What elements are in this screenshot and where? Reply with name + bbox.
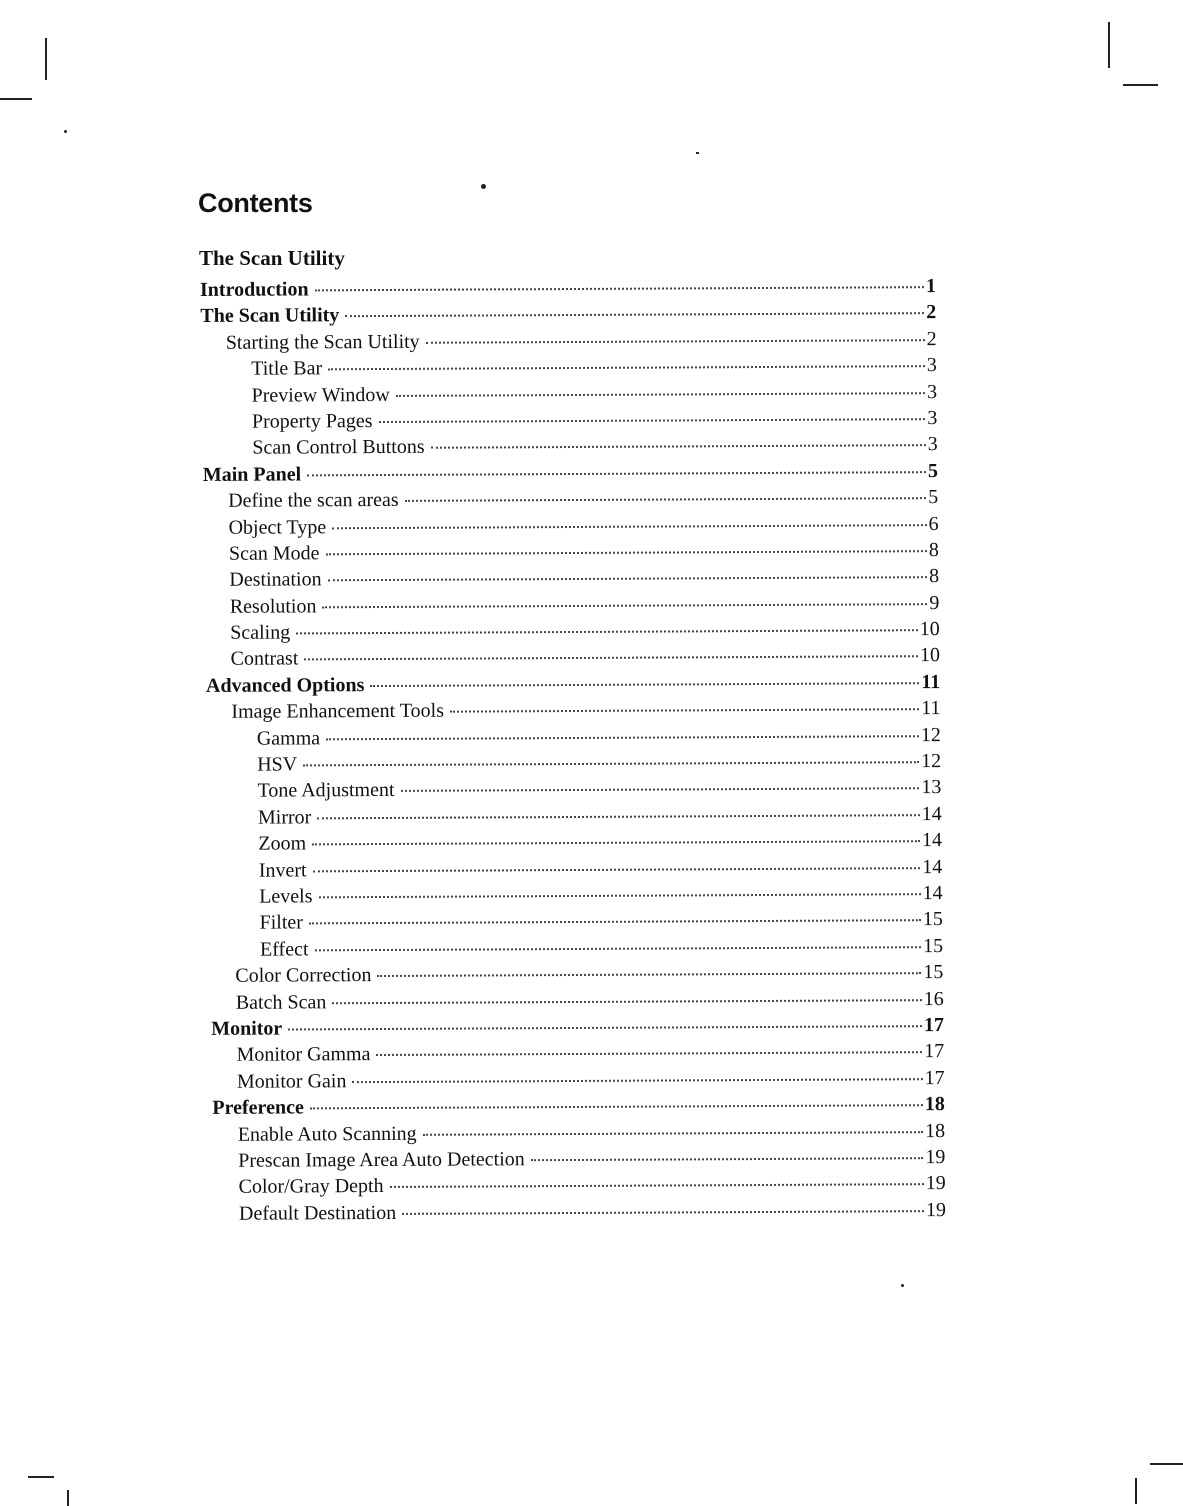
dot-leader	[531, 1157, 924, 1161]
toc-entry-page: 11	[921, 697, 941, 720]
dot-leader	[376, 1051, 922, 1056]
toc-entry-page: 10	[919, 644, 941, 667]
toc-entry-title: Levels	[259, 885, 313, 908]
toc-entry-title: Object Type	[228, 515, 327, 539]
toc-entry-title: Gamma	[256, 726, 321, 750]
toc-entry-title: Prescan Image Area Auto Detection	[238, 1148, 525, 1172]
crop-mark-bottom-right-horizontal	[1150, 1463, 1183, 1465]
toc-entry-title: Contrast	[230, 647, 299, 671]
dot-leader	[318, 893, 920, 898]
toc-entry-page: 12	[921, 750, 942, 773]
toc-entry-title: Introduction	[199, 278, 309, 301]
toc-entry-page: 3	[927, 433, 938, 456]
toc-entry-page: 14	[922, 882, 943, 905]
dot-leader	[326, 735, 919, 740]
toc-entry-page: 2	[926, 301, 937, 324]
toc-entry-title: Define the scan areas	[228, 489, 399, 512]
toc-entry-page: 6	[928, 512, 939, 535]
toc-entry-page: 19	[925, 1172, 946, 1195]
toc-entry-title: Scan Mode	[228, 542, 320, 565]
toc-entry-page: 18	[925, 1119, 946, 1142]
crop-mark-bottom-left-vertical	[67, 1490, 69, 1506]
toc-entry-title: Color/Gray Depth	[238, 1175, 384, 1199]
dot-leader	[426, 339, 925, 344]
toc-entry-title: Zoom	[258, 832, 307, 855]
dot-leader	[296, 629, 918, 634]
scan-speck	[696, 152, 699, 154]
dot-leader	[310, 1104, 923, 1109]
dot-leader	[450, 708, 919, 712]
dot-leader	[326, 550, 927, 555]
dot-leader	[377, 972, 921, 977]
toc-entry-page: 19	[925, 1145, 946, 1169]
dot-leader	[309, 920, 921, 925]
scan-speck	[901, 1284, 904, 1287]
toc-entry-page: 15	[923, 934, 944, 957]
crop-mark-top-right-horizontal	[1123, 84, 1158, 86]
toc-entry-title: Preview Window	[251, 383, 390, 407]
crop-mark-top-left-vertical	[45, 38, 47, 80]
toc-entry-title: HSV	[257, 753, 298, 776]
toc-entry-title: Monitor Gamma	[236, 1043, 371, 1067]
toc-entry-title: Resolution	[229, 595, 317, 618]
toc-entry-title: Property Pages	[251, 410, 373, 433]
dot-leader	[317, 814, 919, 819]
toc-entry-title: Monitor Gain	[236, 1069, 347, 1093]
toc-entry-page: 1	[925, 275, 937, 298]
toc-entry-title: Default Destination	[238, 1201, 397, 1225]
dot-leader	[303, 761, 919, 766]
toc-entry-page: 13	[921, 776, 942, 799]
toc-entry-page: 8	[928, 538, 939, 562]
dot-leader	[402, 1210, 924, 1215]
toc-entry-page: 17	[923, 1013, 945, 1037]
scan-speck	[481, 184, 486, 189]
toc-entry-page: 14	[922, 855, 943, 878]
crop-mark-bottom-left-horizontal	[28, 1476, 54, 1478]
table-of-contents	[0, 275, 1183, 1230]
toc-entry-title: Advanced Options	[205, 673, 365, 697]
dot-leader	[328, 365, 925, 370]
toc-entry-title: Mirror	[257, 806, 312, 829]
toc-entry-title: Invert	[258, 858, 307, 882]
toc-entry-page: 15	[922, 908, 943, 931]
section-title: The Scan Utility	[199, 246, 345, 270]
toc-entry-page: 19	[925, 1198, 947, 1221]
dot-leader	[332, 524, 926, 529]
toc-entry-title: Starting the Scan Utility	[225, 330, 420, 354]
dot-leader	[314, 946, 921, 951]
dot-leader	[304, 656, 918, 661]
dot-leader	[370, 682, 919, 687]
toc-entry-page: 3	[927, 380, 938, 403]
toc-entry-title: Image Enhancement Tools	[231, 699, 445, 724]
toc-entry-page: 15	[923, 961, 944, 984]
dot-leader	[423, 1131, 923, 1136]
toc-entry-page: 16	[923, 987, 944, 1010]
toc-entry-title: The Scan Utility	[200, 304, 340, 328]
toc-entry-page: 12	[920, 723, 941, 746]
dot-leader	[379, 418, 926, 423]
toc-entry-page: 5	[928, 486, 939, 509]
toc-entry	[0, 486, 938, 517]
toc-entry-title: Filter	[259, 911, 303, 935]
toc-entry-title: Title Bar	[251, 357, 323, 380]
dot-leader	[312, 840, 920, 845]
dot-leader	[307, 471, 926, 476]
toc-entry-page: 5	[927, 459, 939, 482]
toc-entry-title: Destination	[229, 568, 322, 592]
crop-mark-bottom-right-vertical	[1135, 1478, 1137, 1504]
dot-leader	[345, 313, 924, 318]
toc-entry-page: 11	[921, 670, 941, 694]
toc-entry-title: Enable Auto Scanning	[237, 1122, 417, 1146]
dot-leader	[405, 497, 927, 502]
toc-entry-title: Scan Control Buttons	[252, 436, 425, 460]
dot-leader	[332, 999, 921, 1004]
toc-entry-title: Effect	[259, 938, 309, 961]
toc-entry-title: Color Correction	[235, 964, 372, 987]
toc-entry-page: 18	[924, 1093, 945, 1116]
toc-entry-page: 2	[926, 327, 937, 350]
toc-entry-title: Monitor	[211, 1017, 283, 1040]
dot-leader	[313, 867, 921, 872]
dot-leader	[390, 1183, 924, 1188]
contents-heading: Contents	[198, 188, 313, 218]
toc-entry-page: 14	[921, 802, 942, 825]
toc-entry-page: 10	[919, 618, 940, 641]
dot-leader	[328, 576, 928, 581]
dot-leader	[322, 603, 927, 608]
toc-entry-page: 8	[929, 565, 940, 588]
toc-entry-title: Scaling	[230, 621, 291, 644]
scan-speck	[64, 130, 67, 133]
toc-entry-page: 17	[924, 1066, 945, 1089]
toc-entry-title: Preference	[212, 1096, 304, 1119]
toc-entry	[0, 1199, 946, 1230]
crop-mark-top-right-vertical	[1108, 22, 1110, 68]
dot-leader	[431, 444, 926, 449]
dot-leader	[352, 1078, 922, 1083]
dot-leader	[396, 392, 925, 397]
crop-mark-top-left-horizontal	[0, 98, 32, 100]
toc-entry-page: 14	[921, 829, 943, 852]
toc-entry-page: 9	[929, 591, 940, 614]
toc-entry-page: 3	[927, 407, 938, 430]
toc-entry-page: 3	[926, 354, 937, 377]
toc-entry-title: Main Panel	[202, 463, 302, 486]
toc-entry-title: Tone Adjustment	[257, 779, 395, 803]
dot-leader	[288, 1025, 922, 1030]
dot-leader	[315, 286, 924, 291]
dot-leader	[401, 788, 920, 793]
toc-entry-title: Batch Scan	[235, 990, 327, 1014]
toc-entry-page: 17	[924, 1040, 945, 1063]
